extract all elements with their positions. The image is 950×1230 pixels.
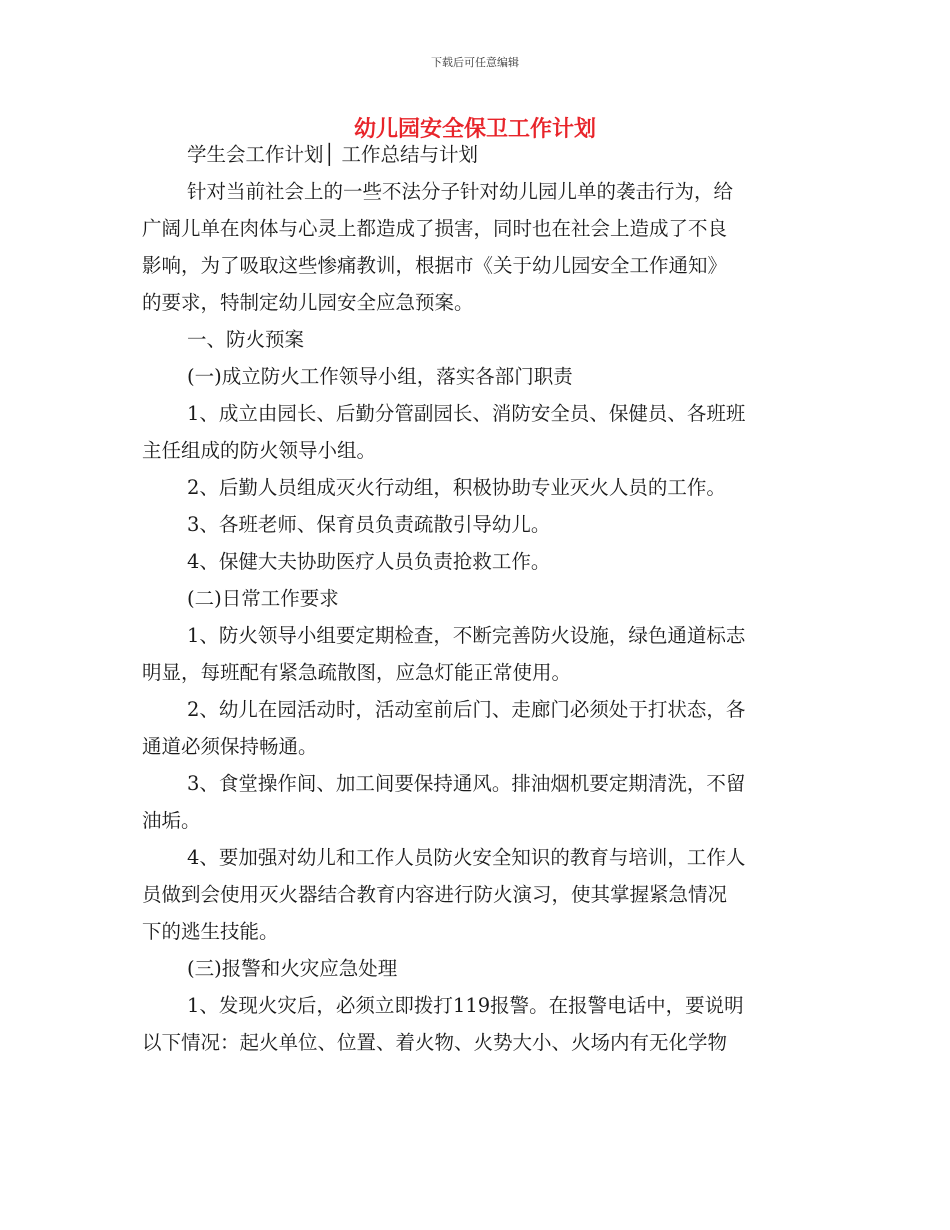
subsection-heading: (二)日常工作要求 [187,587,339,610]
subsection-heading: (三)报警和火灾应急处理 [187,957,398,980]
paragraph-line: 以下情况：起火单位、位置、着火物、火势大小、火场内有无化学物 [142,1031,728,1054]
paragraph-line: 4、要加强对幼儿和工作人员防火安全知识的教育与培训，工作人 [187,846,746,869]
paragraph-line: 2、后勤人员组成灭火行动组，积极协助专业灭火人员的工作。 [187,476,726,499]
paragraph-line: 2、幼儿在园活动时，活动室前后门、走廊门必须处于打状态，各 [187,698,746,721]
paragraph-line: 1、发现火灾后，必须立即拨打119报警。在报警电话中，要说明 [187,994,744,1017]
paragraph-line: 员做到会使用灭火器结合教育内容进行防火演习，使其掌握紧急情况 [142,883,728,906]
header-note: 下载后可任意编辑 [431,56,519,69]
paragraph-line: 明显，每班配有紧急疏散图，应急灯能正常使用。 [142,661,572,684]
paragraph-line: 针对当前社会上的一些不法分子针对幼儿园儿单的袭击行为，给 [187,180,734,203]
subtitle-line: 学生会工作计划│ 工作总结与计划 [187,143,478,166]
paragraph-line: 3、各班老师、保育员负责疏散引导幼儿。 [187,513,551,536]
document-title: 幼儿园安全保卫工作计划 [353,116,596,142]
section-heading: 一、防火预案 [187,328,305,351]
paragraph-line: 通道必须保持畅通。 [142,735,318,758]
paragraph-line: 下的逃生技能。 [142,920,279,943]
paragraph-line: 油垢。 [142,809,201,832]
paragraph-line: 4、保健大夫协助医疗人员负责抢救工作。 [187,550,551,573]
paragraph-line: 1、防火领导小组要定期检查，不断完善防火设施，绿色通道标志 [187,624,746,647]
document-body [142,136,808,1061]
paragraph-line: 主任组成的防火领导小组。 [142,439,377,462]
paragraph-line: 1、成立由园长、后勤分管副园长、消防安全员、保健员、各班班 [187,402,746,425]
paragraph-line: 广阔儿单在肉体与心灵上都造成了损害，同时也在社会上造成了不良 [142,217,728,240]
paragraph-line: 3、食堂操作间、加工间要保持通风。排油烟机要定期清洗，不留 [187,772,746,795]
subsection-heading: (一)成立防火工作领导小组，落实各部门职责 [187,365,573,388]
paragraph-line: 的要求，特制定幼儿园安全应急预案。 [142,291,474,314]
paragraph-line: 影响，为了吸取这些惨痛教训，根据市《关于幼儿园安全工作通知》 [142,254,728,277]
